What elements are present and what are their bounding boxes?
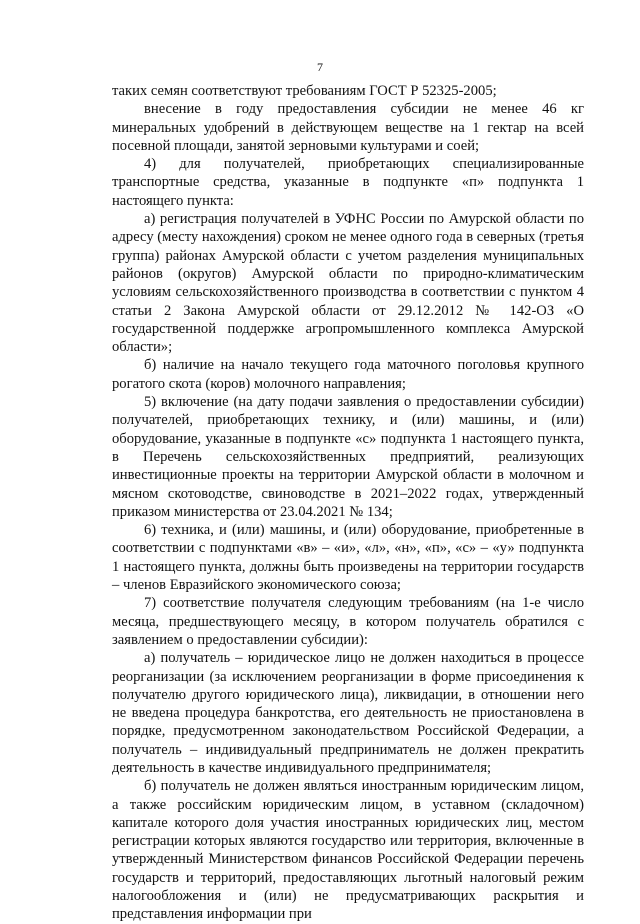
paragraph-10: б) получатель не должен являться иностранным юридическим лицом, а также российским юридическим лицом, в уставном (складочном) капитале которого доля участия иностранных юридических лиц, местом регистрации которых являются государство или территория, включенные в утвержденный Министерством финансов Российской Федерации перечень государств и территорий, предоставляющих льготный налоговый режим налогообложения и (или) не предусматривающих раскрытия и представления информации при <box>112 778 584 923</box>
document-body <box>112 82 584 924</box>
paragraph-2: внесение в году предоставления субсидии не менее 46 кг минеральных удобрений в действующем веществе на 1 гектар на всей посевной площади, занятой зерновыми культурами и соей; <box>112 101 584 154</box>
paragraph-1: таких семян соответствуют требованиям ГОСТ Р 52325-2005; <box>112 83 497 99</box>
paragraph-8: 7) соответствие получателя следующим требованиям (на 1-е число месяца, предшествующего месяцу, в котором получатель обратился с заявлением о предоставлении субсидии): <box>112 595 584 648</box>
paragraph-7: 6) техника, и (или) машины, и (или) оборудование, приобретенные в соответствии с подпунктами «в» – «и», «л», «н», «п», «с» – «у» подпункта 1 настоящего пункта, должны быть произведены на территории государств – членов Евразийского экономического союза; <box>112 522 584 594</box>
paragraph-4: а) регистрация получателей в УФНС России по Амурской области по адресу (месту нахождения) сроком не менее одного года в северных (третья группа) районах Амурской области с учетом разделения муниципальных районов (округов) Амурской области по природно-климатическим условиям сельскохозяйственного производства в соответствии с пунктом 4 статьи 2 Закона Амурской области от 29.12.2012 № 142-ОЗ «О государственной поддержке агропромышленного комплекса Амурской области»; <box>112 211 584 356</box>
paragraph-3: 4) для получателей, приобретающих специализированные транспортные средства, указанные в подпункте «п» подпункта 1 настоящего пункта: <box>112 156 584 209</box>
paragraph-9: а) получатель – юридическое лицо не должен находиться в процессе реорганизации (за исключением реорганизации в форме присоединения к получателю другого юридического лица), ликвидации, в отношении него не введена процедура банкротства, его деятельность не приостановлена в порядке, предусмотренном законодательством Российской Федерации, а получатель – индивидуальный предприниматель не должен прекратить деятельность в качестве индивидуального предпринимателя; <box>112 650 584 776</box>
paragraph-5: б) наличие на начало текущего года маточного поголовья крупного рогатого скота (коров) молочного направления; <box>112 357 584 392</box>
paragraph-6: 5) включение (на дату подачи заявления о предоставлении субсидии) получателей, приобретающих технику, и (или) машины, и (или) оборудование, указанные в подпункте «с» подпункта 1 настоящего пункта, в Перечень сельскохозяйственных предприятий, реализующих инвестиционные проекты на территории Амурской области в молочном и мясном скотоводстве, свиноводстве в 2021–2022 годах, утвержденный приказом министерства от 23.04.2021 № 134; <box>112 394 584 520</box>
page-number: 7 <box>317 60 323 74</box>
